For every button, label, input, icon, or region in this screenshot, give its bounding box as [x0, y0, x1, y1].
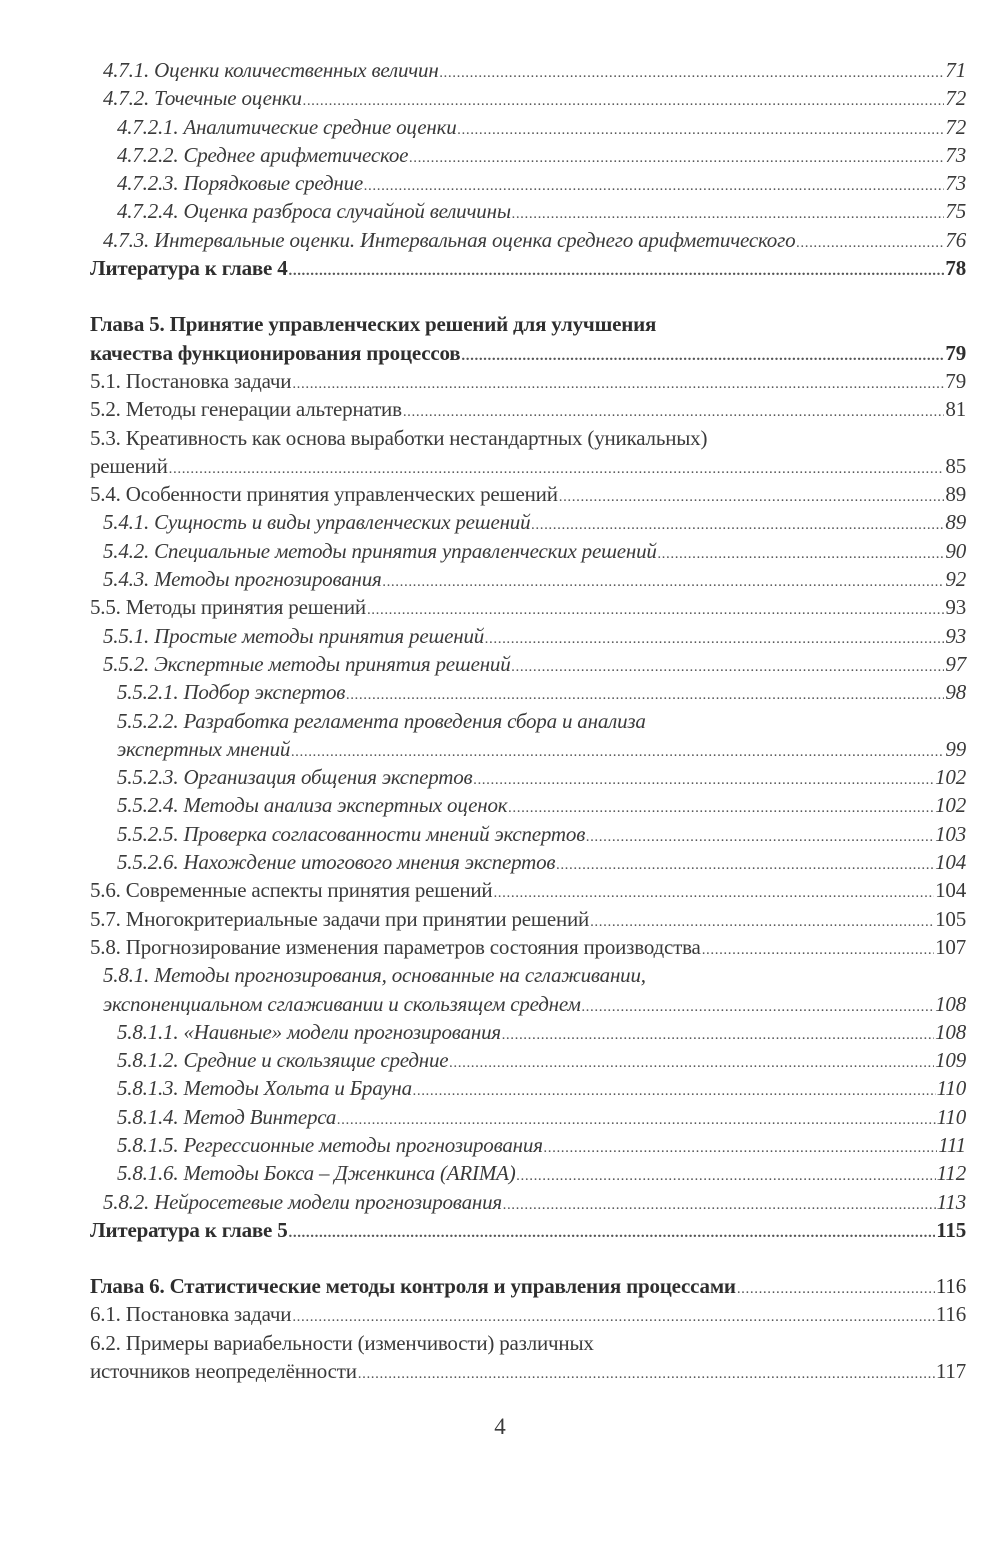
toc-entry-4-7-3[interactable] [90, 226, 966, 254]
toc-entry-5-7[interactable] [90, 905, 966, 933]
toc-entry-title: 5.4.3. Методы прогнозирования [103, 567, 382, 592]
toc-entry-page: 93 [945, 595, 966, 620]
leader-dots [403, 398, 945, 426]
toc-entry-5-5-2[interactable] [90, 650, 966, 678]
leader-dots [582, 993, 934, 1021]
toc-entry-page: 72 [945, 86, 966, 111]
leader-dots [531, 511, 944, 539]
toc-entry-title: 5.8.1.5. Регрессионные методы прогнозирования [117, 1132, 543, 1157]
toc-entry-title: 6.1. Постановка задачи [90, 1302, 292, 1327]
toc-entry-title: 5.5.2.1. Подбор экспертов [117, 680, 346, 705]
toc-entry-title: 5.4.1. Сущность и виды управленческих решений [103, 510, 531, 535]
toc-entry-page: 116 [935, 1302, 966, 1327]
toc-entry-title: экспертных мнений [117, 736, 291, 761]
toc-entry-5-8-1-line1[interactable] [90, 961, 966, 989]
toc-entry-5-5-2-2-line2[interactable] [90, 735, 966, 763]
leader-dots [461, 342, 944, 370]
toc-entry-title: 5.5.2. Экспертные методы принятия решений [103, 651, 511, 676]
leader-dots [544, 1134, 937, 1162]
toc-entry-title: 5.5.2.3. Организация общения экспертов [117, 765, 473, 790]
toc-entry-title: 5.4.2. Специальные методы принятия управленческих решений [103, 538, 657, 563]
toc-entry-page: 98 [945, 680, 966, 705]
leader-dots [737, 1275, 935, 1303]
toc-entry-page: 90 [945, 538, 966, 563]
leader-dots [289, 257, 945, 285]
toc-entry-5-5-1[interactable] [90, 622, 966, 650]
toc-entry-page: 78 [945, 256, 966, 281]
toc-entry-5-8-1-line2[interactable] [90, 990, 966, 1018]
toc-entry-page: 107 [935, 934, 966, 959]
toc-entry-page: 104 [935, 850, 966, 875]
toc-entry-page: 116 [935, 1274, 966, 1299]
toc-entry-5-4-2[interactable] [90, 537, 966, 565]
toc-entry-page: 89 [945, 482, 966, 507]
toc-entry-page: 97 [945, 651, 966, 676]
leader-dots [658, 540, 945, 568]
toc-entry-title: 5.8.1.4. Метод Винтерса [117, 1104, 337, 1129]
leader-dots [292, 1303, 935, 1331]
leader-dots [449, 1049, 934, 1077]
toc-entry-page: 81 [945, 397, 966, 422]
toc-entry-5-5-2-3[interactable] [90, 763, 966, 791]
toc-entry-5-8-1-3[interactable] [90, 1074, 966, 1102]
toc-entry-5-8-1-6[interactable] [90, 1159, 966, 1187]
spacer [90, 282, 966, 310]
toc-entry-5-2[interactable] [90, 395, 966, 423]
toc-entry-page: 102 [935, 765, 966, 790]
toc-entry-title: экспоненциальном сглаживании и скользящем среднем [103, 991, 581, 1016]
toc-entry-5-8-1-5[interactable] [90, 1131, 966, 1159]
toc-entry-title: 4.7.1. Оценки количественных величин [103, 58, 439, 82]
toc-entry-5-8-1-1[interactable] [90, 1018, 966, 1046]
toc-entry-title: 4.7.2.1. Аналитические средние оценки [117, 114, 457, 139]
toc-entry-title: 5.5.2.6. Нахождение итогового мнения экспертов [117, 850, 556, 875]
leader-dots [383, 568, 945, 596]
toc-entry-page: 73 [945, 171, 966, 196]
toc-entry-page: 102 [935, 793, 966, 818]
toc-entry-5-8-1-4[interactable] [90, 1103, 966, 1131]
chapter-5-heading-line1[interactable] [90, 310, 966, 338]
toc-entry-page: 75 [945, 199, 966, 224]
leader-dots [503, 1191, 936, 1219]
leader-dots [364, 172, 944, 200]
toc-entry-4-7-2[interactable] [90, 84, 966, 112]
toc-entry-5-1[interactable] [90, 367, 966, 395]
leader-dots [292, 370, 944, 398]
leader-dots [590, 908, 934, 936]
toc-entry-title: 4.7.2.3. Порядковые средние [117, 171, 364, 196]
leader-dots [367, 596, 944, 624]
toc-entry-page: 71 [945, 58, 966, 82]
toc-entry-page: 117 [935, 1359, 966, 1384]
toc-entry-title: 4.7.2.2. Среднее арифметическое [117, 142, 409, 167]
leader-dots [473, 766, 934, 794]
toc-entry-title: 4.7.3. Интервальные оценки. Интервальная оценка среднего арифметического [103, 227, 796, 252]
toc-entry-title: 5.1. Постановка задачи [90, 368, 292, 393]
toc-entry-title: 6.2. Примеры вариабельности (изменчивости) различных [90, 1330, 594, 1355]
chapter-6-heading[interactable] [90, 1272, 966, 1300]
chapter-title: Глава 5. Принятие управленческих решений для улучшения [90, 312, 657, 337]
toc-entry-page: 89 [945, 510, 966, 535]
toc-entry-title: 5.5. Методы принятия решений [90, 595, 366, 620]
toc-entry-5-6[interactable] [90, 876, 966, 904]
leader-dots [508, 794, 934, 822]
toc-entry-title: 5.8.1. Методы прогнозирования, основанные на сглаживании, [103, 963, 646, 988]
toc-entry-4-7-2-4[interactable] [90, 197, 966, 225]
toc-entry-title: 5.5.2.2. Разработка регламента проведения сбора и анализа [117, 708, 646, 733]
toc-entry-5-5[interactable] [90, 593, 966, 621]
toc-entry-page: 72 [945, 114, 966, 139]
leader-dots [796, 229, 944, 257]
toc-entry-5-4-1[interactable] [90, 508, 966, 536]
toc-entry-page: 85 [945, 453, 966, 478]
toc-entry-page: 99 [945, 736, 966, 761]
leader-dots [337, 1106, 935, 1134]
toc-entry-title: 5.4. Особенности принятия управленческих решений [90, 482, 558, 507]
toc-entry-page: 92 [945, 567, 966, 592]
toc-entry-page: 76 [945, 227, 966, 252]
toc-entry-page: 104 [935, 878, 966, 903]
page-number: 4 [494, 1414, 506, 1439]
leader-dots [458, 116, 945, 144]
toc-entry-title: 5.5.1. Простые методы принятия решений [103, 623, 485, 648]
toc-entry-4-7-1[interactable] [90, 56, 966, 84]
toc-entry-5-3-line1[interactable] [90, 424, 966, 452]
leader-dots [440, 59, 945, 87]
leader-dots [409, 144, 944, 172]
toc-entry-page: 113 [936, 1189, 966, 1214]
leader-dots [303, 87, 945, 115]
toc-entry-5-5-2-1[interactable] [90, 678, 966, 706]
leader-dots [485, 625, 944, 653]
toc-entry-5-5-2-4[interactable] [90, 791, 966, 819]
toc-entry-title: 5.8.1.1. «Наивные» модели прогнозирования [117, 1019, 501, 1044]
toc-entry-title: 5.5.2.4. Методы анализа экспертных оценок [117, 793, 508, 818]
leader-dots [291, 738, 944, 766]
leader-dots [493, 879, 934, 907]
leader-dots [358, 1360, 935, 1388]
toc-entry-page: 105 [935, 906, 966, 931]
toc-entry-5-4[interactable] [90, 480, 966, 508]
toc-entry-title: 5.8.1.3. Методы Хольта и Брауна [117, 1076, 412, 1101]
toc-entry-5-5-2-6[interactable] [90, 848, 966, 876]
toc-entry-page: 112 [936, 1161, 966, 1186]
chapter-5-heading-line2[interactable] [90, 339, 966, 367]
leader-dots [502, 1021, 934, 1049]
leader-dots [559, 483, 945, 511]
toc-entry-6-1[interactable] [90, 1300, 966, 1328]
toc-entry-title: источников неопределённости [90, 1359, 357, 1384]
toc-entry-title: 4.7.2.4. Оценка разброса случайной величины [117, 199, 511, 224]
toc-entry-title: решений [90, 453, 168, 478]
toc-entry-page: 108 [935, 1019, 966, 1044]
table-of-contents [90, 56, 966, 1385]
toc-entry-title: Литература к главе 5 [90, 1217, 288, 1242]
toc-entry-6-2-line2[interactable] [90, 1357, 966, 1385]
toc-entry-5-8-2[interactable] [90, 1188, 966, 1216]
toc-entry-page: 103 [935, 821, 966, 846]
toc-entry-page: 110 [936, 1104, 966, 1129]
toc-entry-5-4-3[interactable] [90, 565, 966, 593]
toc-entry-page: 109 [935, 1048, 966, 1073]
leader-dots [586, 823, 934, 851]
leader-dots [169, 455, 945, 483]
leader-dots [346, 681, 944, 709]
toc-entry-page: 93 [945, 623, 966, 648]
spacer [90, 1244, 966, 1272]
toc-entry-5-3-line2[interactable] [90, 452, 966, 480]
toc-entry-page: 111 [938, 1132, 966, 1157]
leader-dots [702, 936, 934, 964]
toc-entry-title: 5.8.1.6. Методы Бокса – Дженкинса (ARIMA) [117, 1161, 516, 1186]
toc-entry-5-8-1-2[interactable] [90, 1046, 966, 1074]
toc-entry-title: 5.8. Прогнозирование изменения параметров состояния производства [90, 934, 701, 959]
leader-dots [556, 851, 934, 879]
chapter-title: Глава 6. Статистические методы контроля и управления процессами [90, 1274, 736, 1299]
toc-entry-title: 5.5.2.5. Проверка согласованности мнений экспертов [117, 821, 586, 846]
toc-entry-5-8[interactable] [90, 933, 966, 961]
leader-dots [289, 1219, 936, 1247]
toc-entry-page: 73 [945, 142, 966, 167]
toc-entry-title: 5.3. Креативность как основа выработки нестандартных (уникальных) [90, 425, 708, 450]
toc-entry-page: 79 [945, 368, 966, 393]
toc-entry-4-7-2-3[interactable] [90, 169, 966, 197]
toc-entry-references-ch4[interactable] [90, 254, 966, 282]
leader-dots [512, 653, 945, 681]
toc-entry-title: Литература к главе 4 [90, 256, 288, 281]
toc-entry-page: 79 [945, 340, 966, 365]
toc-entry-title: 5.2. Методы генерации альтернатив [90, 397, 402, 422]
toc-entry-title: 5.6. Современные аспекты принятия решений [90, 878, 493, 903]
toc-entry-4-7-2-2[interactable] [90, 141, 966, 169]
leader-dots [413, 1077, 936, 1105]
toc-entry-6-2-line1[interactable] [90, 1329, 966, 1357]
toc-entry-references-ch5[interactable] [90, 1216, 966, 1244]
toc-entry-title: 5.7. Многокритериальные задачи при принятии решений [90, 906, 590, 931]
chapter-title: качества функционирования процессов [90, 340, 461, 365]
leader-dots [512, 200, 945, 228]
leader-dots [517, 1162, 936, 1190]
toc-entry-page: 115 [936, 1217, 966, 1242]
toc-entry-4-7-2-1[interactable] [90, 113, 966, 141]
toc-entry-5-5-2-2-line1[interactable] [90, 707, 966, 735]
toc-entry-5-5-2-5[interactable] [90, 820, 966, 848]
toc-entry-page: 108 [935, 991, 966, 1016]
toc-entry-title: 4.7.2. Точечные оценки [103, 86, 302, 111]
toc-entry-title: 5.8.2. Нейросетевые модели прогнозирования [103, 1189, 502, 1214]
toc-entry-title: 5.8.1.2. Средние и скользящие средние [117, 1048, 449, 1073]
toc-entry-page: 110 [936, 1076, 966, 1101]
